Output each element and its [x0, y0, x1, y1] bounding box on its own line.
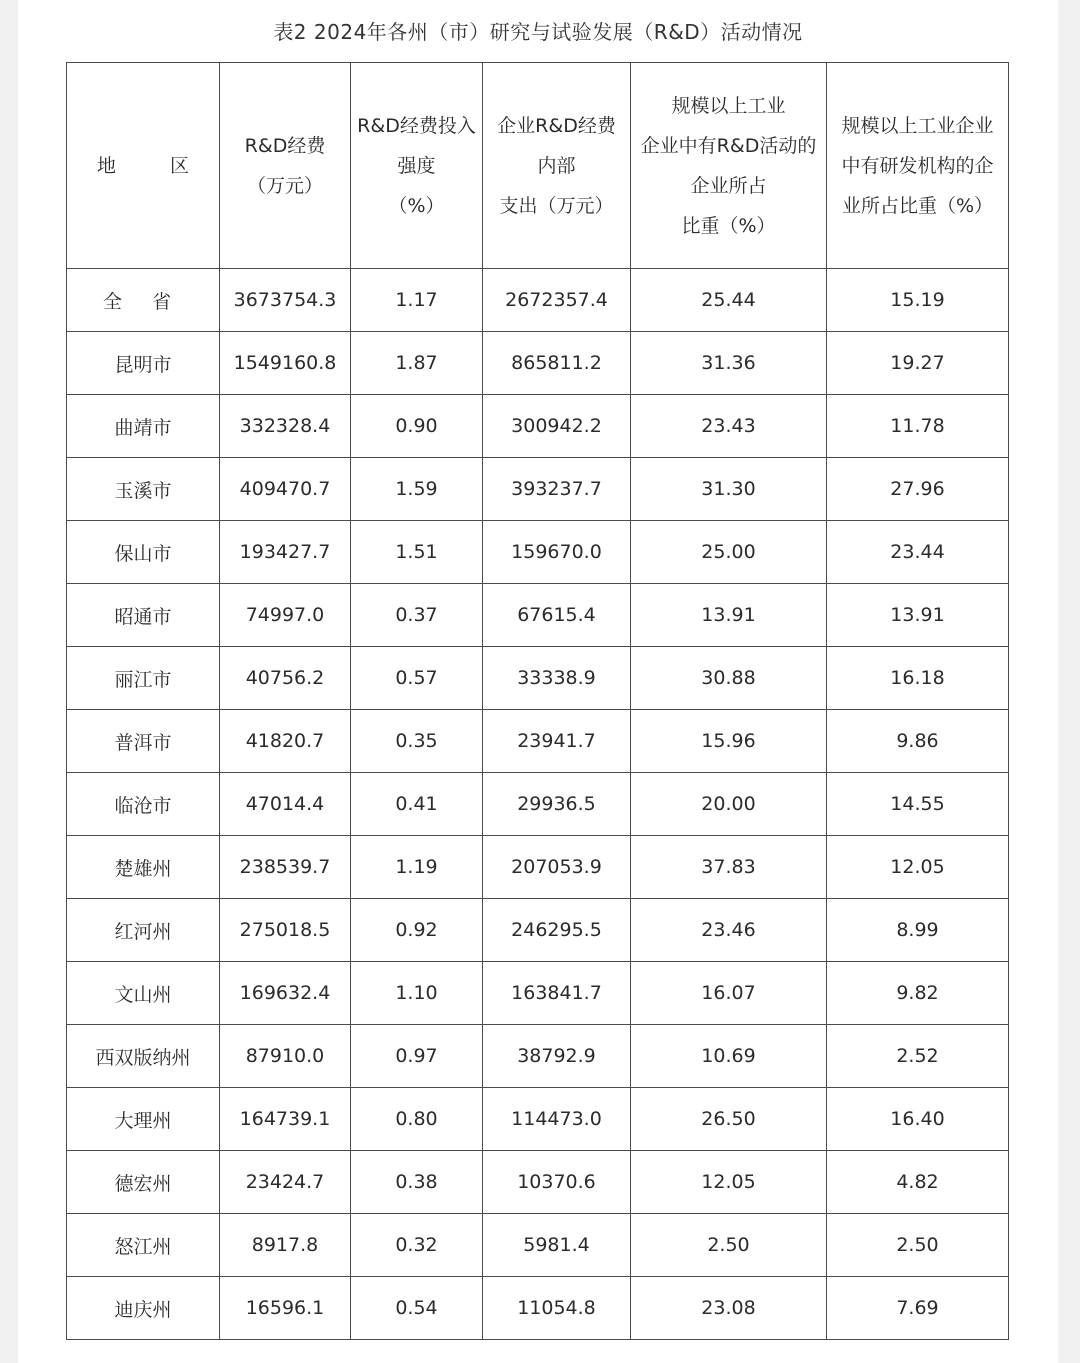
rd-intensity-cell: 0.41 — [351, 773, 483, 836]
header-rd-expenditure — [220, 63, 351, 269]
enterprise-rd-cell: 207053.9 — [483, 836, 631, 899]
rd-institution-share-cell: 8.99 — [827, 899, 1009, 962]
rd-expenditure-cell: 169632.4 — [220, 962, 351, 1025]
rd-activity-share-cell: 23.46 — [631, 899, 827, 962]
table-row — [67, 710, 1009, 773]
table-row — [67, 1151, 1009, 1214]
rd-activity-share-cell: 12.05 — [631, 1151, 827, 1214]
rd-institution-share-cell: 16.40 — [827, 1088, 1009, 1151]
header-line: 比重（%） — [681, 214, 776, 237]
rd-institution-share-cell: 2.52 — [827, 1025, 1009, 1088]
region-cell: 昭通市 — [67, 584, 220, 647]
table-body — [67, 269, 1009, 1340]
rd-activity-share-cell: 13.91 — [631, 584, 827, 647]
rd-institution-share-cell: 27.96 — [827, 458, 1009, 521]
region-cell: 楚雄州 — [67, 836, 220, 899]
header-line: 规模以上工业 — [671, 94, 786, 117]
header-line: 强度 — [397, 154, 436, 177]
header-line: （%） — [388, 194, 445, 217]
rd-institution-share-cell: 23.44 — [827, 521, 1009, 584]
region-cell: 德宏州 — [67, 1151, 220, 1214]
table-row — [67, 773, 1009, 836]
header-row — [67, 63, 1009, 269]
table-row — [67, 1214, 1009, 1277]
enterprise-rd-cell: 11054.8 — [483, 1277, 631, 1340]
rd-intensity-cell: 1.59 — [351, 458, 483, 521]
rd-expenditure-cell: 47014.4 — [220, 773, 351, 836]
header-line: 业所占比重（%） — [841, 194, 994, 217]
enterprise-rd-cell: 865811.2 — [483, 332, 631, 395]
rd-activity-share-cell: 25.44 — [631, 269, 827, 332]
rd-activity-share-cell: 30.88 — [631, 647, 827, 710]
enterprise-rd-cell: 393237.7 — [483, 458, 631, 521]
rd-expenditure-cell: 275018.5 — [220, 899, 351, 962]
rd-activity-share-cell: 23.43 — [631, 395, 827, 458]
rd-activity-share-cell: 31.36 — [631, 332, 827, 395]
header-line: 企业所占 — [690, 174, 767, 197]
rd-intensity-cell: 0.92 — [351, 899, 483, 962]
rd-institution-share-cell: 9.82 — [827, 962, 1009, 1025]
rd-institution-share-cell: 12.05 — [827, 836, 1009, 899]
rd-expenditure-cell: 8917.8 — [220, 1214, 351, 1277]
rd-intensity-cell: 1.51 — [351, 521, 483, 584]
header-line: 企业中有R&D活动的 — [640, 134, 817, 157]
rd-intensity-cell: 0.32 — [351, 1214, 483, 1277]
table-row — [67, 1277, 1009, 1340]
rd-expenditure-cell: 409470.7 — [220, 458, 351, 521]
rd-activity-share-cell: 26.50 — [631, 1088, 827, 1151]
rd-intensity-cell: 1.19 — [351, 836, 483, 899]
header-enterprise-rd — [483, 63, 631, 269]
rd-expenditure-cell: 332328.4 — [220, 395, 351, 458]
table-row — [67, 962, 1009, 1025]
rd-institution-share-cell: 11.78 — [827, 395, 1009, 458]
rd-intensity-cell: 0.35 — [351, 710, 483, 773]
rd-activity-share-cell: 16.07 — [631, 962, 827, 1025]
rd-activity-share-cell: 31.30 — [631, 458, 827, 521]
rd-expenditure-cell: 41820.7 — [220, 710, 351, 773]
rd-intensity-cell: 0.37 — [351, 584, 483, 647]
rd-expenditure-cell: 193427.7 — [220, 521, 351, 584]
region-cell: 丽江市 — [67, 647, 220, 710]
enterprise-rd-cell: 246295.5 — [483, 899, 631, 962]
enterprise-rd-cell: 38792.9 — [483, 1025, 631, 1088]
enterprise-rd-cell: 29936.5 — [483, 773, 631, 836]
rd-intensity-cell: 1.17 — [351, 269, 483, 332]
rd-intensity-cell: 0.54 — [351, 1277, 483, 1340]
region-cell: 西双版纳州 — [67, 1025, 220, 1088]
rd-institution-share-cell: 4.82 — [827, 1151, 1009, 1214]
header-line: （万元） — [246, 174, 323, 197]
enterprise-rd-cell: 2672357.4 — [483, 269, 631, 332]
region-cell: 普洱市 — [67, 710, 220, 773]
rd-expenditure-cell: 40756.2 — [220, 647, 351, 710]
table-row — [67, 584, 1009, 647]
table-row — [67, 458, 1009, 521]
rd-expenditure-cell: 238539.7 — [220, 836, 351, 899]
rd-institution-share-cell: 19.27 — [827, 332, 1009, 395]
rd-institution-share-cell: 7.69 — [827, 1277, 1009, 1340]
region-cell: 全 省 — [67, 269, 220, 332]
table-title: 表2 2024年各州（市）研究与试验发展（R&D）活动情况 — [273, 20, 803, 44]
header-line: 企业R&D经费 — [497, 114, 616, 137]
rd-intensity-cell: 0.97 — [351, 1025, 483, 1088]
table-row — [67, 395, 1009, 458]
header-line: 规模以上工业企业 — [841, 114, 994, 137]
region-cell: 怒江州 — [67, 1214, 220, 1277]
header-line: R&D经费投入 — [357, 114, 476, 137]
rd-intensity-cell: 0.38 — [351, 1151, 483, 1214]
rd-institution-share-cell: 15.19 — [827, 269, 1009, 332]
region-cell: 曲靖市 — [67, 395, 220, 458]
enterprise-rd-cell: 10370.6 — [483, 1151, 631, 1214]
document-page — [18, 0, 1058, 1363]
enterprise-rd-cell: 114473.0 — [483, 1088, 631, 1151]
enterprise-rd-cell: 163841.7 — [483, 962, 631, 1025]
region-cell: 文山州 — [67, 962, 220, 1025]
region-cell: 大理州 — [67, 1088, 220, 1151]
table-row — [67, 836, 1009, 899]
rd-expenditure-cell: 74997.0 — [220, 584, 351, 647]
rd-institution-share-cell: 9.86 — [827, 710, 1009, 773]
rd-expenditure-cell: 164739.1 — [220, 1088, 351, 1151]
header-line: 中有研发机构的企 — [841, 154, 994, 177]
rd-expenditure-cell: 87910.0 — [220, 1025, 351, 1088]
rd-activity-share-cell: 37.83 — [631, 836, 827, 899]
table-row — [67, 332, 1009, 395]
rd-expenditure-cell: 3673754.3 — [220, 269, 351, 332]
rd-institution-share-cell: 13.91 — [827, 584, 1009, 647]
rd-institution-share-cell: 16.18 — [827, 647, 1009, 710]
rd-activity-share-cell: 20.00 — [631, 773, 827, 836]
table-row — [67, 521, 1009, 584]
rd-activity-share-cell: 2.50 — [631, 1214, 827, 1277]
header-rd-institution-share — [827, 63, 1009, 269]
table-row — [67, 1025, 1009, 1088]
rd-institution-share-cell: 2.50 — [827, 1214, 1009, 1277]
table-row — [67, 1088, 1009, 1151]
rd-activity-share-cell: 23.08 — [631, 1277, 827, 1340]
rd-intensity-cell: 1.87 — [351, 332, 483, 395]
header-region — [67, 63, 220, 269]
header-rd-activity-share — [631, 63, 827, 269]
table-row — [67, 269, 1009, 332]
region-cell: 昆明市 — [67, 332, 220, 395]
rd-expenditure-cell: 23424.7 — [220, 1151, 351, 1214]
rd-intensity-cell: 0.80 — [351, 1088, 483, 1151]
rd-activity-table — [66, 62, 1009, 1340]
header-rd-intensity — [351, 63, 483, 269]
header-line: 内部 — [537, 154, 576, 177]
enterprise-rd-cell: 23941.7 — [483, 710, 631, 773]
rd-intensity-cell: 0.57 — [351, 647, 483, 710]
rd-intensity-cell: 1.10 — [351, 962, 483, 1025]
header-line: 支出（万元） — [499, 194, 614, 217]
region-cell: 玉溪市 — [67, 458, 220, 521]
rd-activity-share-cell: 25.00 — [631, 521, 827, 584]
rd-intensity-cell: 0.90 — [351, 395, 483, 458]
header-line: 地 区 — [96, 154, 214, 177]
enterprise-rd-cell: 5981.4 — [483, 1214, 631, 1277]
region-cell: 红河州 — [67, 899, 220, 962]
table-row — [67, 899, 1009, 962]
rd-institution-share-cell: 14.55 — [827, 773, 1009, 836]
rd-activity-share-cell: 10.69 — [631, 1025, 827, 1088]
region-cell: 迪庆州 — [67, 1277, 220, 1340]
enterprise-rd-cell: 159670.0 — [483, 521, 631, 584]
rd-activity-share-cell: 15.96 — [631, 710, 827, 773]
region-cell: 保山市 — [67, 521, 220, 584]
enterprise-rd-cell: 33338.9 — [483, 647, 631, 710]
rd-expenditure-cell: 1549160.8 — [220, 332, 351, 395]
header-line: R&D经费 — [244, 134, 326, 157]
region-cell: 临沧市 — [67, 773, 220, 836]
enterprise-rd-cell: 300942.2 — [483, 395, 631, 458]
enterprise-rd-cell: 67615.4 — [483, 584, 631, 647]
rd-expenditure-cell: 16596.1 — [220, 1277, 351, 1340]
table-row — [67, 647, 1009, 710]
